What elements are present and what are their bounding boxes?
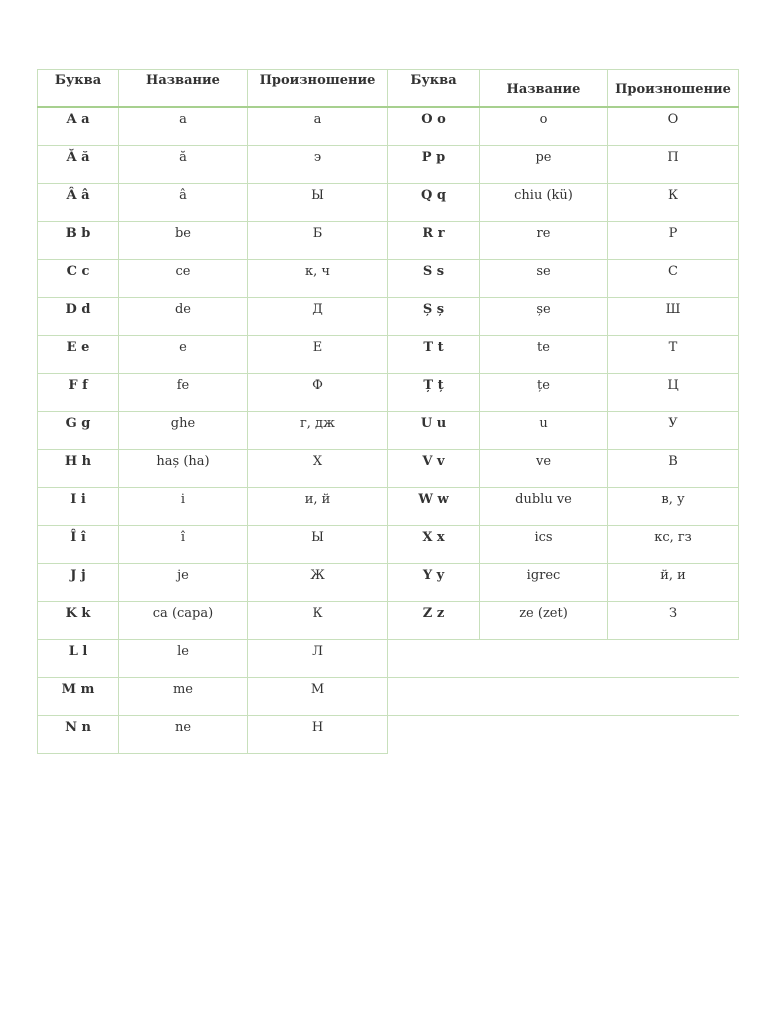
name-text: ce — [175, 264, 191, 279]
letter-text: O o — [421, 112, 446, 127]
pronunciation-cell-left — [248, 374, 388, 412]
name-text: i — [180, 492, 186, 507]
letter-text: Z z — [422, 606, 445, 621]
letter-cell-left — [38, 298, 119, 336]
table-row — [38, 146, 739, 184]
pronunciation-text: а — [313, 112, 322, 127]
pronunciation-cell-right — [608, 488, 739, 526]
header-pronunciation-right: Произношение — [608, 70, 739, 108]
letter-cell-left — [38, 336, 119, 374]
pronunciation-text: в, у — [661, 492, 685, 507]
header-pronunciation-left: Произношение — [248, 70, 388, 108]
letter-cell-right — [388, 374, 480, 412]
pronunciation-cell-left — [248, 526, 388, 564]
pronunciation-text: Ж — [310, 568, 325, 583]
letter-cell-right — [388, 222, 480, 260]
pronunciation-cell-left — [248, 602, 388, 640]
pronunciation-text: Р — [668, 226, 678, 241]
letter-text: P p — [421, 150, 446, 165]
name-text: pe — [535, 150, 552, 165]
letter-cell-right — [388, 450, 480, 488]
name-cell-right — [480, 107, 608, 146]
name-cell-left — [119, 107, 248, 146]
letter-text: F f — [68, 378, 88, 393]
pronunciation-text: Т — [668, 340, 678, 355]
pronunciation-cell-left — [248, 678, 388, 716]
name-cell-left — [119, 260, 248, 298]
letter-text: T t — [423, 340, 444, 355]
table-row — [38, 336, 739, 374]
table-row — [38, 526, 739, 564]
letter-text: Y y — [422, 568, 445, 583]
letter-cell-left — [38, 260, 119, 298]
letter-cell-left — [38, 488, 119, 526]
letter-cell-right — [388, 298, 480, 336]
letter-text: D d — [65, 302, 91, 317]
pronunciation-cell-right — [608, 107, 739, 146]
letter-cell-left — [38, 146, 119, 184]
name-text: te — [537, 340, 550, 355]
letter-cell-left — [38, 602, 119, 640]
table-row — [38, 564, 739, 602]
header-letter-right: Буква — [388, 70, 480, 108]
name-cell-right — [480, 146, 608, 184]
pronunciation-text: Х — [312, 454, 323, 469]
pronunciation-text: э — [313, 150, 322, 165]
pronunciation-text: Л — [312, 644, 323, 659]
pronunciation-cell-right — [608, 260, 739, 298]
letter-text: E e — [66, 340, 90, 355]
alphabet-table — [37, 69, 739, 754]
table-row — [38, 602, 739, 640]
letter-text: B b — [65, 226, 91, 241]
pronunciation-text: К — [312, 606, 323, 621]
name-cell-right — [480, 602, 608, 640]
pronunciation-cell-right — [608, 222, 739, 260]
pronunciation-cell-right — [608, 412, 739, 450]
letter-text: W w — [418, 492, 449, 507]
letter-cell-left — [38, 678, 119, 716]
letter-cell-right — [388, 107, 480, 146]
pronunciation-text: З — [668, 606, 678, 621]
letter-cell-left — [38, 184, 119, 222]
name-cell-left — [119, 298, 248, 336]
pronunciation-cell-left — [248, 336, 388, 374]
name-cell-left — [119, 336, 248, 374]
name-cell-right — [480, 374, 608, 412]
letter-text: A a — [66, 112, 90, 127]
name-text: șe — [536, 302, 551, 317]
letter-cell-right — [388, 488, 480, 526]
name-cell-left — [119, 146, 248, 184]
pronunciation-text: К — [667, 188, 679, 203]
name-cell-left — [119, 526, 248, 564]
name-text: ghe — [170, 416, 196, 431]
table-row — [38, 260, 739, 298]
pronunciation-text: к, ч — [305, 264, 330, 279]
letter-cell-right — [388, 564, 480, 602]
name-cell-right — [480, 526, 608, 564]
name-cell-left — [119, 412, 248, 450]
letter-text: Ț ț — [423, 378, 444, 393]
letter-text: L l — [68, 644, 88, 659]
pronunciation-cell-left — [248, 412, 388, 450]
letter-text: S s — [422, 264, 445, 279]
pronunciation-cell-left — [248, 298, 388, 336]
name-text: u — [539, 416, 548, 431]
letter-cell-left — [38, 412, 119, 450]
letter-text: H h — [64, 454, 92, 469]
name-cell-left — [119, 716, 248, 754]
name-cell-left — [119, 374, 248, 412]
name-cell-right — [480, 222, 608, 260]
name-text: se — [536, 264, 551, 279]
name-text: e — [179, 340, 187, 355]
pronunciation-cell-right — [608, 450, 739, 488]
letter-cell-left — [38, 107, 119, 146]
letter-text: X x — [422, 530, 445, 545]
letter-cell-right — [388, 412, 480, 450]
letter-text: C c — [66, 264, 90, 279]
letter-cell-left — [38, 716, 119, 754]
pronunciation-cell-right — [608, 146, 739, 184]
letter-text: Q q — [421, 188, 446, 203]
name-cell-left — [119, 184, 248, 222]
pronunciation-text: Н — [311, 720, 324, 735]
name-cell-right — [480, 260, 608, 298]
letter-text: I i — [70, 492, 86, 507]
table-row — [38, 412, 739, 450]
letter-cell-left — [38, 222, 119, 260]
letter-text: V v — [422, 454, 445, 469]
table-row — [38, 716, 739, 754]
pronunciation-cell-right — [608, 336, 739, 374]
name-text: igrec — [526, 568, 561, 583]
name-text: â — [179, 188, 187, 203]
letter-text: Ș ș — [422, 302, 445, 317]
table-body — [38, 107, 739, 754]
letter-text: Â â — [66, 188, 90, 203]
name-cell-right — [480, 184, 608, 222]
pronunciation-cell-left — [248, 260, 388, 298]
name-text: chiu (kü) — [514, 188, 573, 203]
pronunciation-cell-left — [248, 107, 388, 146]
pronunciation-cell-left — [248, 488, 388, 526]
name-text: ca (capa) — [152, 606, 214, 621]
table-row — [38, 298, 739, 336]
pronunciation-text: и, й — [304, 492, 331, 507]
name-text: le — [177, 644, 189, 659]
pronunciation-text: У — [668, 416, 678, 431]
name-cell-right — [480, 412, 608, 450]
letter-text: Î î — [70, 530, 86, 545]
name-text: me — [172, 682, 194, 697]
pronunciation-text: Ш — [665, 302, 681, 317]
table-row — [38, 374, 739, 412]
letter-cell-right — [388, 146, 480, 184]
pronunciation-cell-left — [248, 640, 388, 678]
table-row — [38, 678, 739, 716]
name-text: be — [174, 226, 191, 241]
table-row — [38, 450, 739, 488]
pronunciation-text: О — [667, 112, 679, 127]
letter-cell-left — [38, 526, 119, 564]
name-text: ă — [179, 150, 187, 165]
name-cell-right — [480, 488, 608, 526]
pronunciation-cell-right — [608, 298, 739, 336]
name-text: de — [174, 302, 191, 317]
header-name-right: Название — [480, 70, 608, 108]
table-row — [38, 488, 739, 526]
name-cell-right — [480, 564, 608, 602]
name-text: je — [177, 568, 189, 583]
pronunciation-text: кс, гз — [654, 530, 692, 545]
letter-text: G g — [65, 416, 91, 431]
name-text: țe — [537, 378, 550, 393]
pronunciation-cell-left — [248, 146, 388, 184]
name-cell-left — [119, 602, 248, 640]
header-letter-left: Буква — [38, 70, 119, 108]
name-text: ne — [174, 720, 192, 735]
name-cell-left — [119, 222, 248, 260]
table-row — [38, 184, 739, 222]
pronunciation-text: Д — [312, 302, 323, 317]
letter-text: M m — [61, 682, 95, 697]
pronunciation-text: г, дж — [299, 416, 336, 431]
pronunciation-text: Ы — [311, 530, 324, 545]
letter-text: U u — [420, 416, 447, 431]
name-text: a — [179, 112, 187, 127]
name-cell-right — [480, 450, 608, 488]
pronunciation-text: П — [667, 150, 679, 165]
letter-cell-left — [38, 640, 119, 678]
pronunciation-cell-left — [248, 716, 388, 754]
name-text: ze (zet) — [519, 606, 568, 621]
name-text: haș (ha) — [156, 454, 210, 469]
letter-cell-left — [38, 564, 119, 602]
name-cell-left — [119, 678, 248, 716]
name-cell-left — [119, 450, 248, 488]
pronunciation-text: й, и — [660, 568, 686, 583]
table-row — [38, 222, 739, 260]
letter-cell-right — [388, 184, 480, 222]
name-text: ics — [534, 530, 553, 545]
letter-cell-right — [388, 260, 480, 298]
name-cell-right — [480, 336, 608, 374]
letter-cell-right — [388, 336, 480, 374]
pronunciation-cell-left — [248, 450, 388, 488]
pronunciation-cell-right — [608, 184, 739, 222]
pronunciation-cell-right — [608, 526, 739, 564]
letter-text: N n — [65, 720, 91, 735]
pronunciation-text: Ы — [311, 188, 324, 203]
name-text: o — [539, 112, 548, 127]
letter-cell-left — [38, 374, 119, 412]
alphabet-sheet — [37, 69, 741, 754]
pronunciation-cell-left — [248, 564, 388, 602]
name-cell-right — [480, 298, 608, 336]
pronunciation-text: Ф — [312, 378, 323, 393]
letter-text: Ă ă — [66, 150, 90, 165]
pronunciation-cell-left — [248, 184, 388, 222]
pronunciation-cell-right — [608, 564, 739, 602]
letter-text: R r — [422, 226, 445, 241]
pronunciation-text: С — [668, 264, 678, 279]
name-text: dublu ve — [515, 492, 572, 507]
name-text: fe — [176, 378, 190, 393]
pronunciation-text: М — [310, 682, 325, 697]
pronunciation-text: В — [668, 454, 678, 469]
letter-cell-left — [38, 450, 119, 488]
letter-cell-right — [388, 526, 480, 564]
letter-cell-right — [388, 602, 480, 640]
name-text: ve — [535, 454, 552, 469]
name-text: î — [180, 530, 186, 545]
name-cell-left — [119, 488, 248, 526]
pronunciation-text: Ц — [667, 378, 679, 393]
name-cell-left — [119, 640, 248, 678]
empty-cell — [388, 678, 739, 716]
pronunciation-text: Е — [312, 340, 323, 355]
letter-text: K k — [65, 606, 91, 621]
pronunciation-cell-left — [248, 222, 388, 260]
empty-cell — [388, 716, 739, 754]
name-text: re — [536, 226, 551, 241]
table-row — [38, 107, 739, 146]
pronunciation-cell-right — [608, 374, 739, 412]
pronunciation-text: Б — [312, 226, 323, 241]
table-row — [38, 640, 739, 678]
pronunciation-cell-right — [608, 602, 739, 640]
letter-text: J j — [70, 568, 86, 583]
header-row — [38, 70, 739, 108]
name-cell-left — [119, 564, 248, 602]
empty-cell — [388, 640, 739, 678]
header-name-left: Название — [119, 70, 248, 108]
